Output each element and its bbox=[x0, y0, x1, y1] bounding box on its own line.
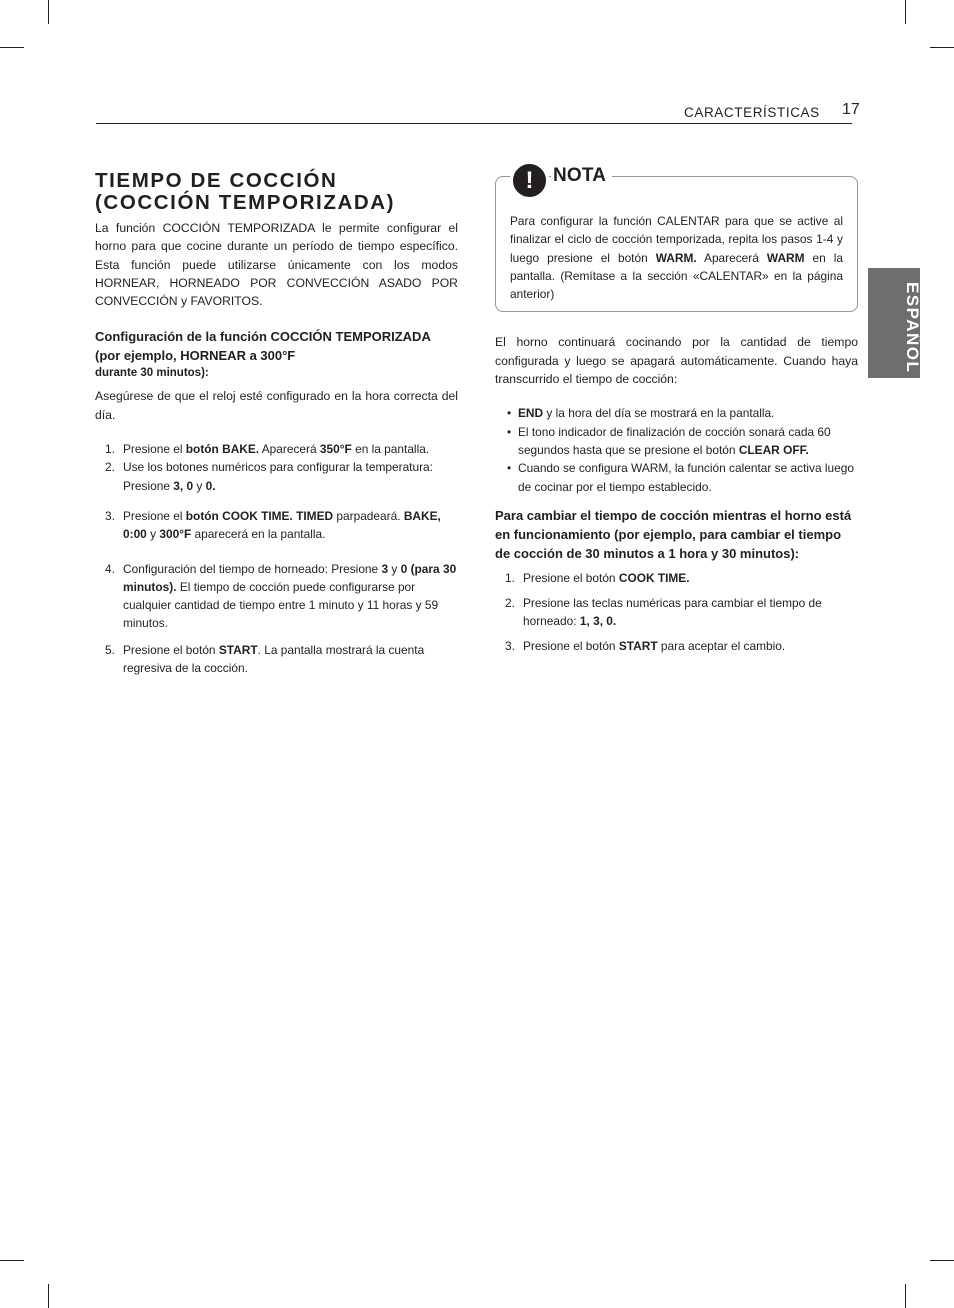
text: Presione el botón bbox=[523, 570, 619, 585]
text: Cuando se configura WARM, la función calentar se activa luego de cocinar por el tiempo establecido. bbox=[518, 461, 854, 494]
clock-note: Asegúrese de que el reloj esté configurado en la hora correcta del día. bbox=[95, 389, 458, 422]
step-number: 1. bbox=[505, 570, 515, 585]
step-item bbox=[495, 637, 858, 655]
intro-paragraph: La función COCCIÓN TEMPORIZADA le permite configurar el horno para que cocine durante un período de tiempo específico. Esta función puede utilizarse únicamente con los modos HORNEAR, HORNEADO POR CONVECCIÓN ASADO POR CONVECCIÓN y FAVORITOS. bbox=[95, 221, 458, 309]
language-tab-label: ESPAÑOL bbox=[903, 282, 922, 374]
bold-text: 3 bbox=[381, 561, 389, 576]
left-column bbox=[95, 170, 458, 677]
bullet-item bbox=[495, 423, 858, 460]
bold-text: 350°F bbox=[319, 442, 352, 457]
text: Presione el bbox=[123, 508, 186, 523]
step-item bbox=[495, 569, 858, 587]
crop-mark-top-right-h bbox=[930, 47, 954, 48]
text: y la hora del día se mostrará en la pantalla. bbox=[543, 406, 775, 421]
crop-mark-bottom-right-v bbox=[905, 1284, 906, 1308]
bullet-item bbox=[495, 459, 858, 496]
bullet-icon: • bbox=[507, 424, 512, 439]
text: y bbox=[146, 527, 160, 542]
text: parpadeará. bbox=[333, 508, 404, 523]
text: Aparecerá bbox=[259, 442, 320, 457]
text: Para configurar la función CALENTAR para que se active al finalizar el ciclo de cocción temporizada, repita los pasos 1-4 y luego presione el botón bbox=[510, 214, 843, 265]
bold-text: WARM bbox=[766, 250, 805, 265]
bold-text: COOK TIME. bbox=[618, 570, 690, 585]
setup-steps-list bbox=[95, 440, 458, 677]
text: en la pantalla. bbox=[351, 442, 430, 457]
text: aparecerá en la pantalla. bbox=[191, 527, 326, 542]
text: Presione el botón bbox=[523, 638, 619, 653]
crop-mark-bottom-right-h bbox=[930, 1260, 954, 1261]
text: . La pantalla mostrará la cuenta regresiva de la cocción. bbox=[123, 642, 425, 676]
step-item bbox=[95, 507, 458, 544]
bold-text: WARM. bbox=[655, 250, 697, 265]
text: El tiempo de cocción puede configurarse por cualquier cantidad de tiempo entre 1 minuto y 11 horas y 59 minutos. bbox=[123, 579, 439, 631]
step-number: 4. bbox=[105, 561, 115, 576]
bullet-icon: • bbox=[507, 461, 512, 476]
text: Presione el botón bbox=[123, 642, 219, 657]
step-number: 2. bbox=[505, 596, 515, 611]
language-tab bbox=[868, 268, 920, 378]
bullet-item bbox=[495, 404, 858, 422]
header-rule bbox=[96, 123, 852, 124]
step-number: 3. bbox=[505, 638, 515, 653]
text: Configuración del tiempo de horneado: Presione bbox=[123, 561, 382, 576]
completion-bullets bbox=[495, 404, 858, 495]
step-number: 2. bbox=[105, 460, 115, 475]
bold-text: BAKE, 0:00 bbox=[123, 508, 441, 542]
step-number: 5. bbox=[105, 642, 115, 657]
bold-text: 0. bbox=[205, 478, 216, 493]
step-item bbox=[95, 458, 458, 495]
setup-subheading: Configuración de la función COCCIÓN TEMPORIZADA (por ejemplo, HORNEAR a 300°F bbox=[95, 329, 431, 364]
bold-text: 0 (para 30 minutos). bbox=[123, 561, 457, 594]
bold-text: 300°F bbox=[159, 527, 192, 542]
note-label: NOTA bbox=[551, 165, 612, 187]
text: El tono indicador de finalización de cocción sonará cada 60 segundos hasta que se presione el botón bbox=[518, 424, 831, 457]
step-item bbox=[95, 641, 458, 678]
section-header: CARACTERÍSTICAS bbox=[684, 105, 820, 120]
exclamation-icon: ! bbox=[510, 161, 549, 200]
crop-mark-top-right-v bbox=[905, 0, 906, 24]
crop-mark-top-left-h bbox=[0, 47, 24, 48]
note-text bbox=[510, 212, 843, 303]
bold-text: 1, 3, 0. bbox=[579, 614, 617, 629]
bullet-icon: • bbox=[507, 406, 512, 421]
bold-text: botón COOK TIME. TIMED bbox=[185, 508, 334, 523]
bold-text: START bbox=[218, 642, 258, 657]
crop-mark-bottom-left-v bbox=[48, 1284, 49, 1308]
bold-text: END bbox=[518, 406, 544, 421]
setup-subheading-tail: durante 30 minutos): bbox=[95, 367, 209, 380]
step-item bbox=[495, 594, 858, 631]
text: Presione las teclas numéricas para cambiar el tiempo de horneado: bbox=[523, 596, 822, 629]
text: para aceptar el cambio. bbox=[657, 638, 786, 653]
change-steps-list bbox=[495, 569, 858, 655]
bold-text: 3, 0 bbox=[173, 478, 194, 493]
text: y bbox=[388, 561, 401, 576]
crop-mark-top-left-v bbox=[48, 0, 49, 24]
step-number: 1. bbox=[105, 442, 115, 457]
note-box bbox=[495, 165, 858, 312]
text: Presione el bbox=[123, 442, 186, 457]
right-column bbox=[495, 160, 858, 655]
page-number: 17 bbox=[842, 101, 860, 118]
text: en la pantalla. (Remítase a la sección «CALENTAR» en la página anterior) bbox=[510, 250, 844, 302]
page-title: TIEMPO DE COCCIÓN (COCCIÓN TEMPORIZADA) bbox=[95, 169, 396, 214]
text: y bbox=[193, 478, 206, 493]
bold-text: CLEAR OFF. bbox=[738, 442, 809, 457]
crop-mark-bottom-left-h bbox=[0, 1260, 24, 1261]
step-item bbox=[95, 560, 458, 633]
completion-paragraph: El horno continuará cocinando por la cantidad de tiempo configurada y luego se apagará automáticamente. Cuando haya transcurrido el tiempo de cocción: bbox=[495, 335, 858, 387]
bold-text: botón BAKE. bbox=[185, 442, 260, 457]
change-time-subheading: Para cambiar el tiempo de cocción mientras el horno está en funcionamiento (por ejemplo, para cambiar el tiempo de cocción de 30 minutos a 1 hora y 30 minutos): bbox=[495, 507, 852, 561]
step-number: 3. bbox=[105, 508, 115, 523]
step-item bbox=[95, 440, 458, 458]
text: Aparecerá bbox=[696, 250, 767, 265]
text: Use los botones numéricos para configurar la temperatura: Presione bbox=[123, 460, 433, 493]
bold-text: START bbox=[618, 638, 658, 653]
